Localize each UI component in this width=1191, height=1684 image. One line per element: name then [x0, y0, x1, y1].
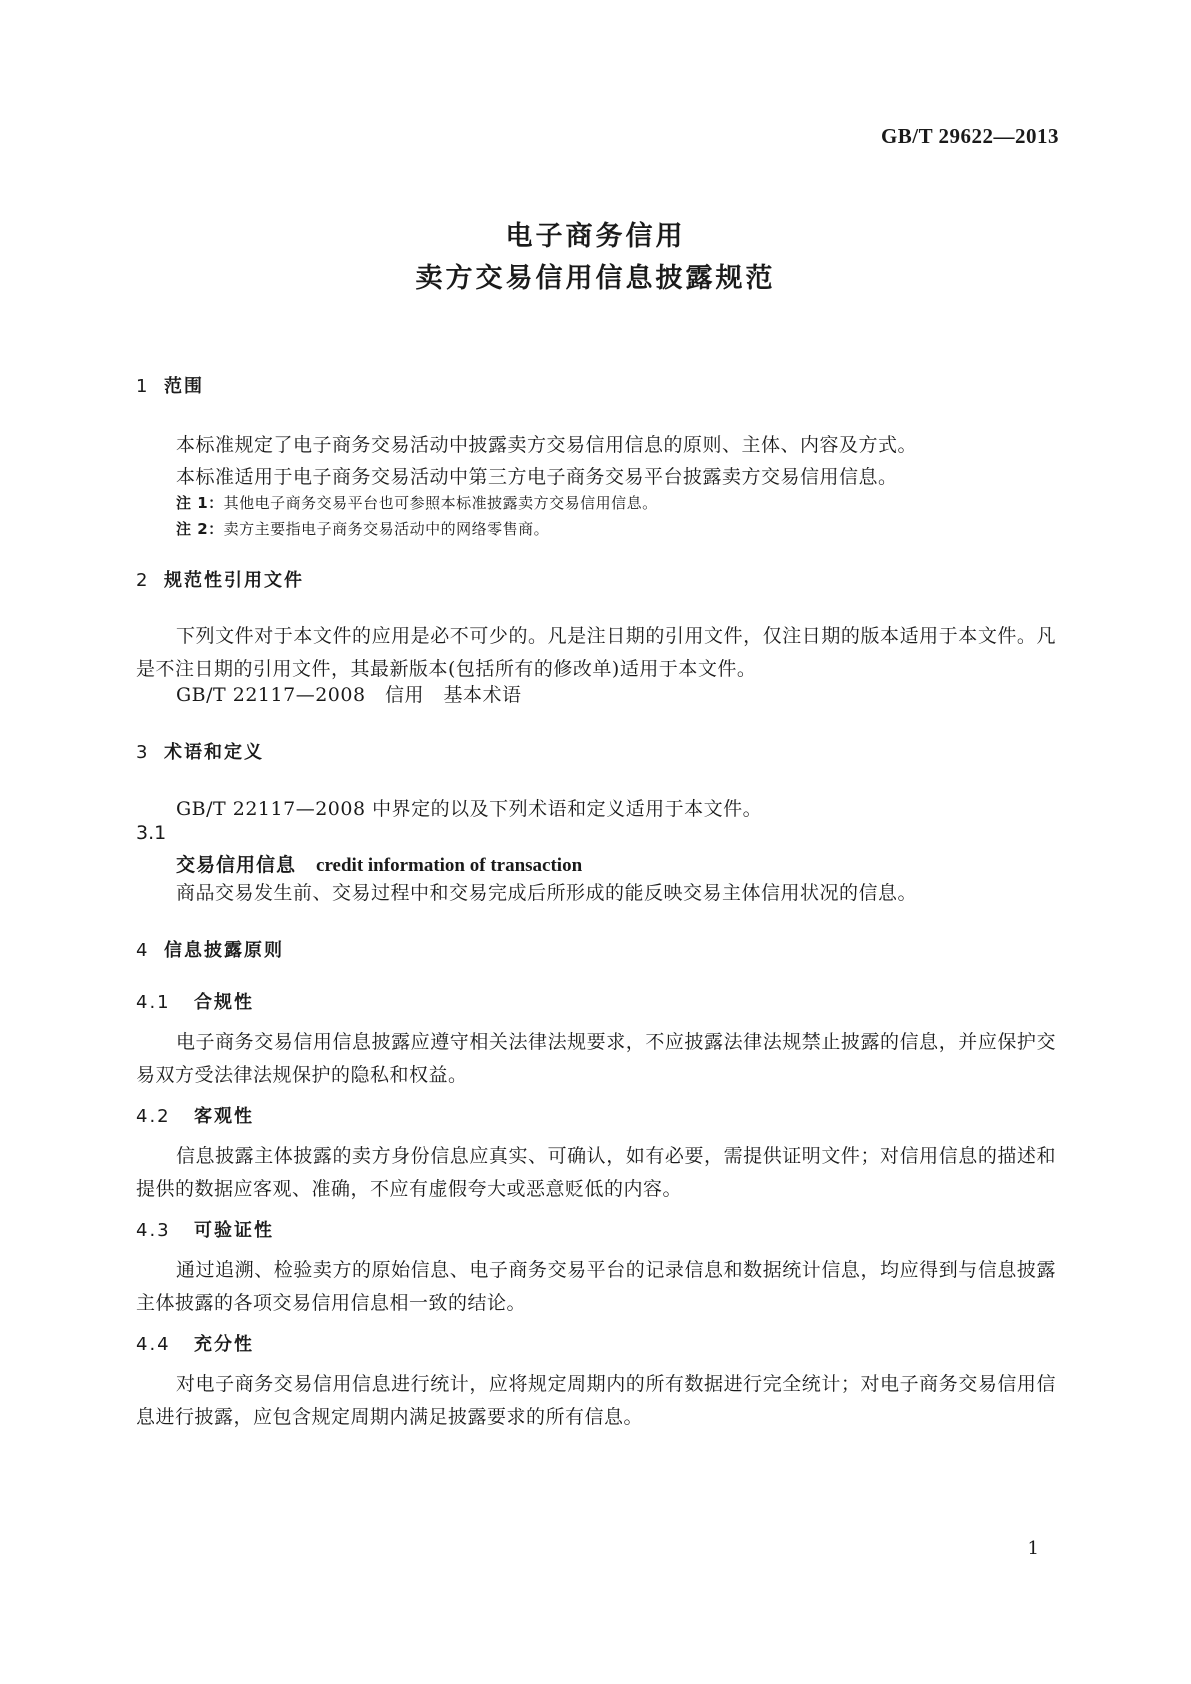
subsection-4-2-heading	[136, 1102, 254, 1128]
section-number: 3	[136, 742, 150, 763]
term-chinese: 交易信用信息	[176, 854, 297, 876]
term-english: credit information of transaction	[316, 855, 583, 876]
subsection-4-3-paragraph: 通过追溯、检验卖方的原始信息、电子商务交易平台的记录信息和数据统计信息，均应得到与信息披露主体披露的各项交易信用信息相一致的结论。	[136, 1259, 1056, 1314]
subsection-title: 客观性	[194, 1106, 254, 1127]
section-title: 范围	[164, 376, 204, 397]
subsection-4-4-paragraph: 对电子商务交易信用信息进行统计，应将规定周期内的所有数据进行完全统计；对电子商务交易信用信息进行披露，应包含规定周期内满足披露要求的所有信息。	[136, 1373, 1056, 1428]
term-definition: 商品交易发生前、交易过程中和交易完成后所形成的能反映交易主体信用状况的信息。	[176, 882, 918, 904]
subsection-title: 可验证性	[194, 1220, 274, 1241]
section-3-paragraph-1: GB/T 22117—2008 中界定的以及下列术语和定义适用于本文件。	[176, 798, 763, 820]
subsection-title: 合规性	[194, 992, 254, 1013]
document-title-line1: 电子商务信用	[505, 221, 686, 252]
subsection-number: 4.4	[136, 1334, 171, 1355]
section-title: 术语和定义	[164, 742, 264, 763]
page-number: 1	[1027, 1538, 1039, 1559]
subsection-4-4-heading	[136, 1330, 254, 1356]
section-title: 规范性引用文件	[164, 570, 304, 591]
section-number: 2	[136, 570, 150, 591]
note-1	[176, 492, 658, 513]
section-1-paragraph-1: 本标准规定了电子商务交易活动中披露卖方交易信用信息的原则、主体、内容及方式。	[176, 434, 918, 456]
section-4-heading	[136, 936, 284, 962]
section-2-paragraph-1: 下列文件对于本文件的应用是必不可少的。凡是注日期的引用文件，仅注日期的版本适用于本文件。凡是不注日期的引用文件，其最新版本(包括所有的修改单)适用于本文件。	[136, 625, 1056, 680]
subsection-title: 充分性	[194, 1334, 254, 1355]
subsection-number: 4.2	[136, 1106, 171, 1127]
standard-code: GB/T 29622—2013	[880, 124, 1059, 148]
document-title-line2: 卖方交易信用信息披露规范	[415, 263, 776, 294]
note-text: 其他电子商务交易平台也可参照本标准披露卖方交易信用信息。	[223, 494, 658, 512]
note-2	[176, 518, 549, 539]
normative-reference-1: GB/T 22117—2008 信用 基本术语	[176, 684, 522, 706]
subsection-4-1-paragraph: 电子商务交易信用信息披露应遵守相关法律法规要求，不应披露法律法规禁止披露的信息，并应保护交易双方受法律法规保护的隐私和权益。	[136, 1031, 1056, 1086]
term-number: 3.1	[136, 822, 167, 844]
subsection-4-2-paragraph: 信息披露主体披露的卖方身份信息应真实、可确认，如有必要，需提供证明文件；对信用信息的描述和提供的数据应客观、准确，不应有虚假夸大或恶意贬低的内容。	[136, 1145, 1056, 1200]
subsection-number: 4.3	[136, 1220, 171, 1241]
section-1-paragraph-2: 本标准适用于电子商务交易活动中第三方电子商务交易平台披露卖方交易信用信息。	[176, 466, 898, 488]
subsection-number: 4.1	[136, 992, 171, 1013]
section-number: 1	[136, 376, 150, 397]
note-label: 注 2：	[176, 520, 224, 538]
section-title: 信息披露原则	[164, 940, 284, 961]
section-1-heading	[136, 372, 204, 398]
section-2-heading	[136, 566, 304, 592]
section-number: 4	[136, 940, 150, 961]
subsection-4-3-heading	[136, 1216, 274, 1242]
term-heading	[176, 850, 582, 877]
section-3-heading	[136, 738, 264, 764]
note-label: 注 1：	[176, 494, 224, 512]
note-text: 卖方主要指电子商务交易活动中的网络零售商。	[223, 520, 550, 538]
subsection-4-1-heading	[136, 988, 254, 1014]
